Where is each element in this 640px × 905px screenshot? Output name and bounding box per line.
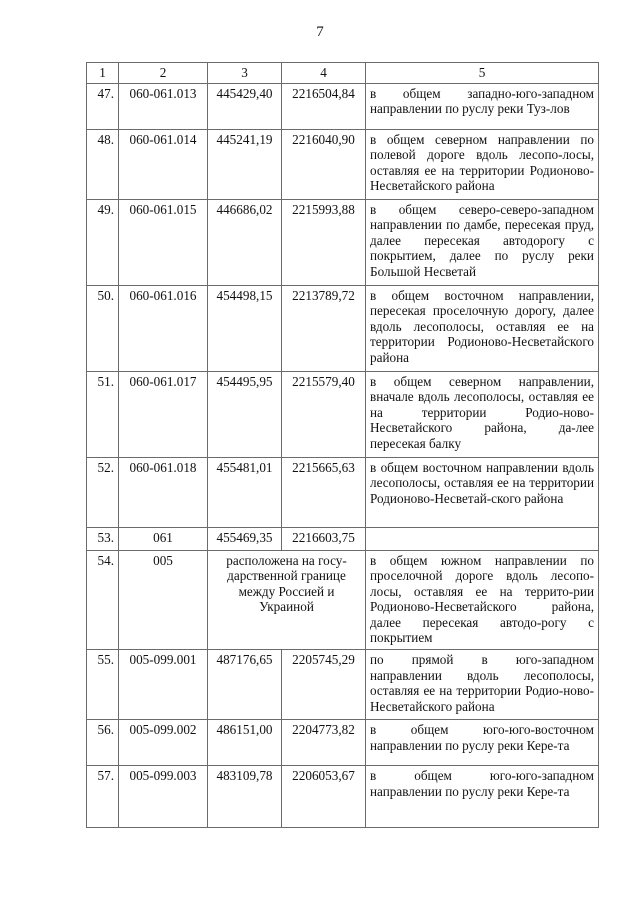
x-coordinate-cell: 454498,15 [208, 286, 282, 372]
table-row [87, 200, 599, 286]
x-coordinate-cell: 446686,02 [208, 200, 282, 286]
point-code-cell: 005 [119, 551, 208, 650]
y-coordinate-cell: 2216040,90 [282, 130, 366, 200]
description-cell: в общем юго-юго-западном направлении по руслу реки Кере-та [366, 766, 599, 828]
point-code-cell: 060-061.016 [119, 286, 208, 372]
row-number-cell: 53. [87, 528, 119, 551]
header-col-5: 5 [366, 63, 599, 84]
y-coordinate-cell: 2215993,88 [282, 200, 366, 286]
row-number-cell: 47. [87, 84, 119, 130]
description-cell: в общем южном направлении по проселочной дороге вдоль лесопо-лосы, оставляя ее на террито-рии Родионово-Несветайского района, далее пересекая автодо-рогу с покрытием [366, 551, 599, 650]
table-row [87, 650, 599, 720]
header-col-4: 4 [282, 63, 366, 84]
table-row [87, 286, 599, 372]
x-coordinate-cell: 454495,95 [208, 372, 282, 458]
row-number-cell: 52. [87, 458, 119, 528]
row-number-cell: 57. [87, 766, 119, 828]
y-coordinate-cell: 2204773,82 [282, 720, 366, 766]
point-code-cell: 060-061.017 [119, 372, 208, 458]
y-coordinate-cell: 2206053,67 [282, 766, 366, 828]
point-code-cell: 060-061.013 [119, 84, 208, 130]
description-cell: в общем западно-юго-западном направлении по руслу реки Туз-лов [366, 84, 599, 130]
row-number-cell: 54. [87, 551, 119, 650]
table-row [87, 458, 599, 528]
description-cell: по прямой в юго-западном направлении вдоль лесополосы, оставляя ее на территории Родио-ново-Несветайского района [366, 650, 599, 720]
table-row [87, 720, 599, 766]
table-row [87, 528, 599, 551]
y-coordinate-cell: 2215665,63 [282, 458, 366, 528]
table-header-row [87, 63, 599, 84]
point-code-cell: 005-099.002 [119, 720, 208, 766]
y-coordinate-cell: 2213789,72 [282, 286, 366, 372]
x-coordinate-cell: 445429,40 [208, 84, 282, 130]
table-row [87, 130, 599, 200]
description-cell: в общем юго-юго-восточном направлении по руслу реки Кере-та [366, 720, 599, 766]
page-number: 7 [316, 24, 324, 40]
point-code-cell: 060-061.015 [119, 200, 208, 286]
point-code-cell: 060-061.014 [119, 130, 208, 200]
row-number-cell: 55. [87, 650, 119, 720]
x-coordinate-cell: 483109,78 [208, 766, 282, 828]
point-code-cell: 005-099.001 [119, 650, 208, 720]
x-coordinate-cell: 487176,65 [208, 650, 282, 720]
point-code-cell: 005-099.003 [119, 766, 208, 828]
header-col-2: 2 [119, 63, 208, 84]
description-cell [366, 528, 599, 551]
x-coordinate-cell: 455469,35 [208, 528, 282, 551]
table-row [87, 372, 599, 458]
point-code-cell: 060-061.018 [119, 458, 208, 528]
boundary-points-table [86, 62, 599, 828]
x-coordinate-cell: 455481,01 [208, 458, 282, 528]
y-coordinate-cell: 2216603,75 [282, 528, 366, 551]
table-row [87, 766, 599, 828]
merged-note-cell: расположена на госу-дарственной границе между Россией и Украиной [208, 551, 366, 650]
description-cell: в общем восточном направлении вдоль лесополосы, оставляя ее на территории Родионово-Несветай-ского района [366, 458, 599, 528]
y-coordinate-cell: 2215579,40 [282, 372, 366, 458]
row-number-cell: 48. [87, 130, 119, 200]
table-body [87, 63, 599, 828]
row-number-cell: 51. [87, 372, 119, 458]
x-coordinate-cell: 486151,00 [208, 720, 282, 766]
table-row [87, 84, 599, 130]
y-coordinate-cell: 2216504,84 [282, 84, 366, 130]
row-number-cell: 50. [87, 286, 119, 372]
x-coordinate-cell: 445241,19 [208, 130, 282, 200]
point-code-cell: 061 [119, 528, 208, 551]
y-coordinate-cell: 2205745,29 [282, 650, 366, 720]
description-cell: в общем восточном направлении, пересекая проселочную дорогу, далее вдоль лесополосы, оставляя ее на территории Родионово-Несветайского района [366, 286, 599, 372]
header-col-1: 1 [87, 63, 119, 84]
header-col-3: 3 [208, 63, 282, 84]
table-row [87, 551, 599, 650]
description-cell: в общем северном направлении по полевой дороге вдоль лесопо-лосы, оставляя ее на территории Родионово-Несветайского района [366, 130, 599, 200]
row-number-cell: 49. [87, 200, 119, 286]
row-number-cell: 56. [87, 720, 119, 766]
description-cell: в общем северном направлении, вначале вдоль лесополосы, оставляя ее на территории Родио-ново-Несветайского района, да-лее пересекая балку [366, 372, 599, 458]
description-cell: в общем северо-северо-западном направлении по дамбе, пересекая пруд, далее пересекая автодорогу с покрытием, далее по руслу реки Большой Несветай [366, 200, 599, 286]
